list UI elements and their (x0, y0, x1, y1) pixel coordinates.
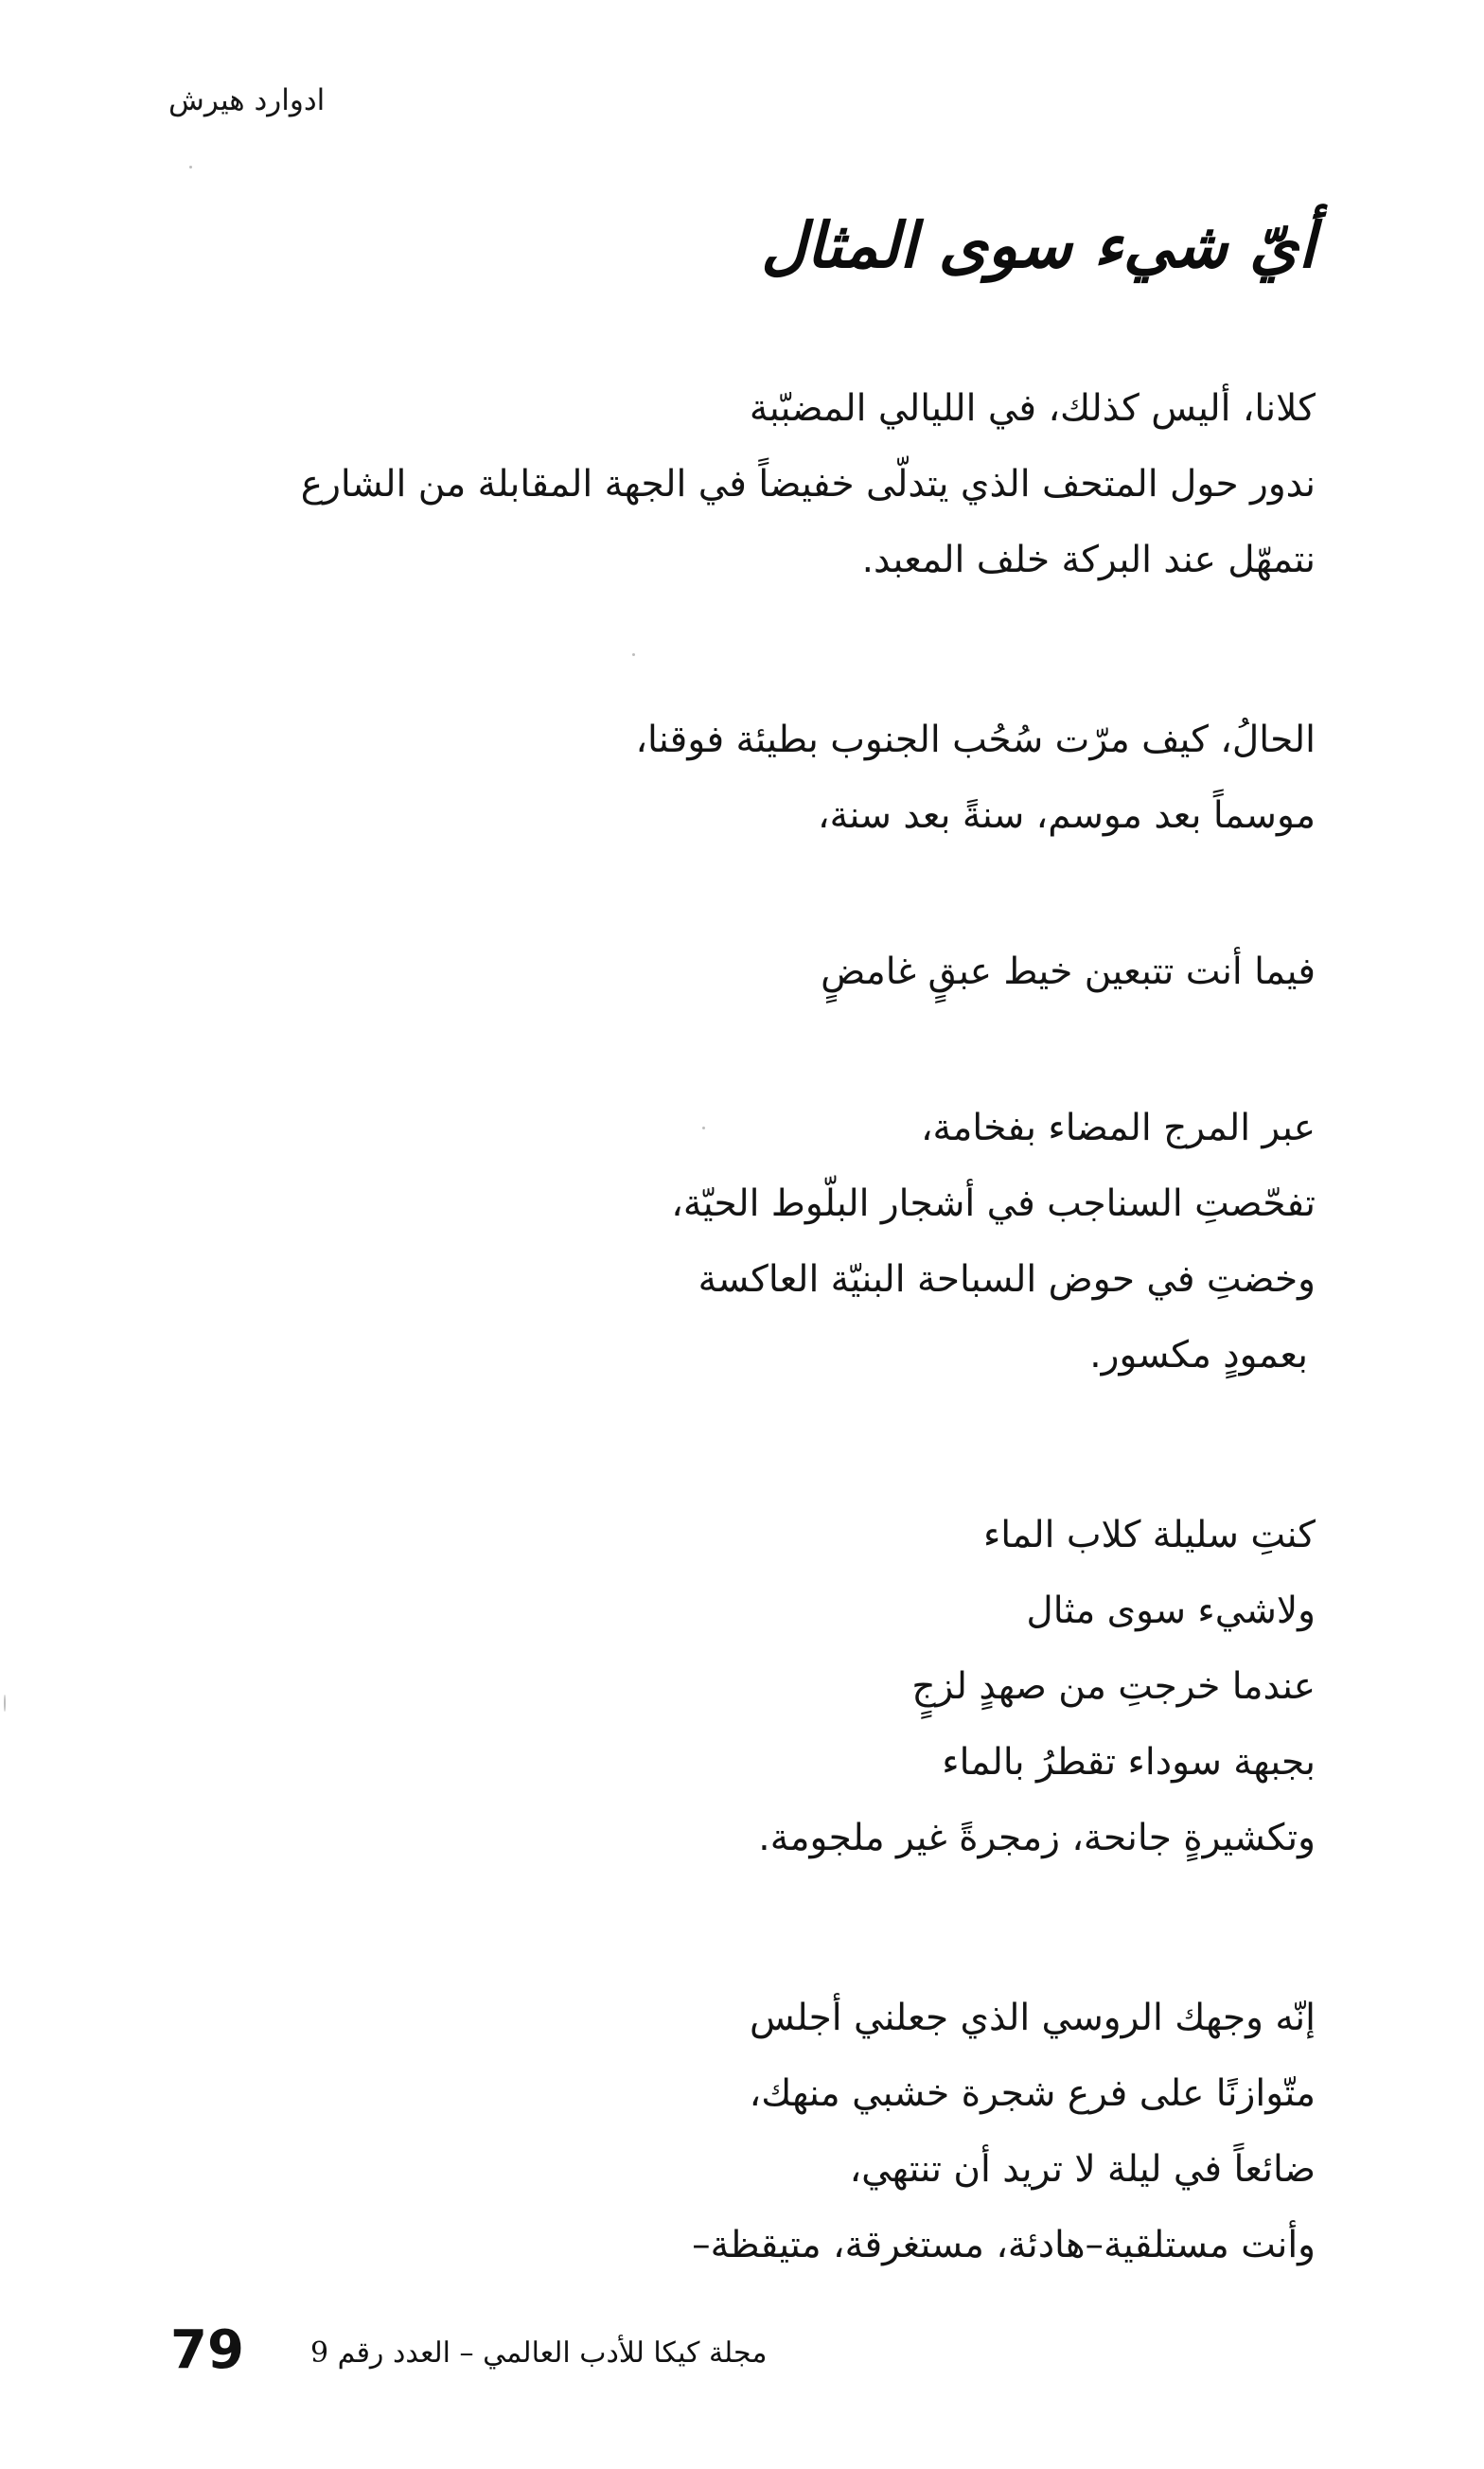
page-number: 79 (170, 2319, 244, 2381)
poem-line: كنتِ سليلة كلاب الماء (982, 1514, 1316, 1556)
poem-line: ندور حول المتحف الذي يتدلّى خفيضاً في الجهة المقابلة من الشارع (300, 463, 1316, 506)
stanza-gap (132, 598, 1316, 702)
poem-line: بجبهة سوداء تقطرُ بالماء (942, 1741, 1316, 1784)
stanza-2 (132, 702, 1316, 854)
stanza-5 (132, 1498, 1316, 1876)
poem-line: وتكشيرةٍ جانحة، زمجرةً غير ملجومة. (758, 1817, 1316, 1859)
scan-speck (632, 653, 635, 656)
stanza-6 (132, 1981, 1316, 2283)
stanza-3 (132, 934, 1316, 1010)
poem-line: موسماً بعد موسم، سنةً بعد سنة، (818, 794, 1316, 837)
stanza-gap (132, 1010, 1316, 1091)
poem-line: متّوازنًا على فرع شجرة خشبي منهك، (749, 2072, 1316, 2115)
poem-line: فيما أنت تتبعين خيط عبقٍ غامضٍ (821, 950, 1316, 993)
poem-line: وخضتِ في حوض السباحة البنيّة العاكسة (698, 1258, 1316, 1301)
poem-line: ولاشيء سوى مثال (1026, 1590, 1316, 1632)
poem-line: ضائعاً في ليلة لا تريد أن تنتهي، (849, 2148, 1316, 2191)
stanza-gap (132, 1876, 1316, 1981)
page-footer (0, 2319, 1484, 2395)
poem-line: إنّه وجهك الروسي الذي جعلني أجلس (749, 1997, 1316, 2039)
poem-line: عبر المرج المضاء بفخامة، (920, 1107, 1316, 1149)
scan-speck (702, 1127, 705, 1129)
scan-speck (189, 166, 192, 169)
stanza-gap (132, 1394, 1316, 1498)
poem-line: كلانا، أليس كذلك، في الليالي المضبّبة (749, 387, 1316, 430)
poem-title: أيّ شيء سوى المثال (761, 208, 1316, 282)
running-header-author: ادوارد هيرش (168, 83, 326, 117)
poem-line: تفحّصتِ السناجب في أشجار البلّوط الحيّة، (671, 1182, 1316, 1225)
journal-name: مجلة كيكا للأدب العالمي – العدد رقم 9 (310, 2336, 768, 2370)
poem-line: الحالُ، كيف مرّت سُحُب الجنوب بطيئة فوقنا، (635, 719, 1316, 761)
poem-body (132, 371, 1316, 2283)
poem-line: وأنت مستلقية–هادئة، مستغرقة، متيقظة– (692, 2224, 1316, 2266)
poem-line: نتمهّل عند البركة خلف المعبد. (861, 539, 1316, 581)
poem-line: بعمودٍ مكسور. (1089, 1334, 1308, 1377)
poem-line: عندما خرجتِ من صهدٍ لزجٍ (911, 1665, 1316, 1708)
scan-speck (4, 1695, 6, 1712)
stanza-gap (132, 854, 1316, 934)
stanza-4 (132, 1091, 1316, 1394)
stanza-1 (132, 371, 1316, 598)
